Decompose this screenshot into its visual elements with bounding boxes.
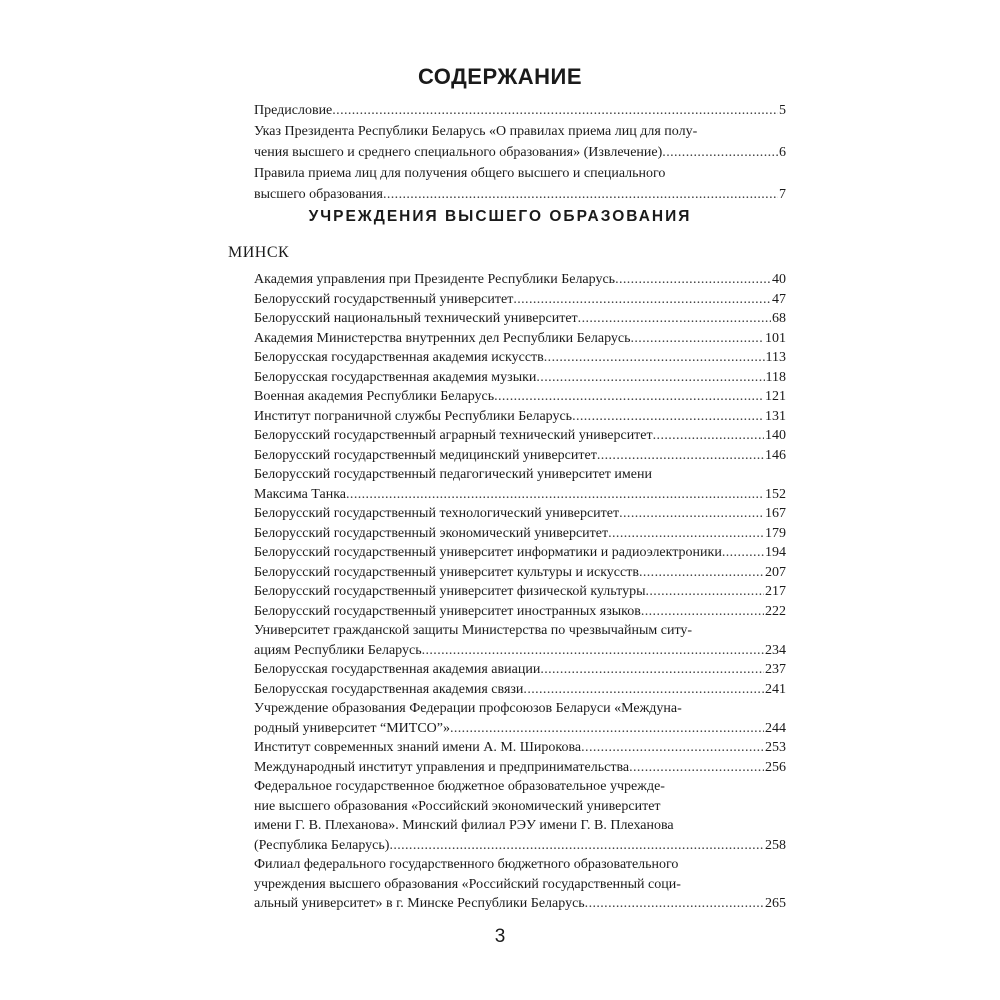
dot-leader xyxy=(639,563,764,583)
toc-page-number: 6 xyxy=(779,145,786,160)
toc-entry-text: Правила приема лиц для получения общего высшего и специального xyxy=(254,166,666,181)
toc-page-number: 118 xyxy=(765,369,786,385)
toc-entry xyxy=(254,387,786,407)
toc-entry-text: ние высшего образования «Российский экономический университет xyxy=(254,798,661,814)
toc-entry-text: Военная академия Республики Беларусь xyxy=(254,389,495,404)
toc-entry xyxy=(254,329,786,349)
toc-entry-text: Белорусская государственная академия связи xyxy=(254,681,524,697)
toc-entry-text: Белорусский государственный экономический университет xyxy=(254,525,609,541)
dot-leader xyxy=(422,641,764,661)
toc-entry xyxy=(254,777,786,855)
dot-leader xyxy=(722,543,764,563)
dot-leader xyxy=(646,582,765,602)
toc-entry-text: Белорусская государственная академия музыки xyxy=(254,369,537,385)
toc-entry-text: Институт пограничной службы Республики Беларусь xyxy=(254,408,573,424)
toc-page-number: 258 xyxy=(765,837,786,853)
page-number: 3 xyxy=(494,926,506,947)
dot-leader xyxy=(631,329,765,349)
toc-entry xyxy=(254,163,786,205)
toc-entry xyxy=(254,348,786,368)
institutions-toc-list xyxy=(254,270,786,914)
toc-page-number: 5 xyxy=(779,103,786,118)
dot-leader xyxy=(615,270,771,290)
toc-entry-text: Академия управления при Президенте Республики Беларусь xyxy=(254,272,616,287)
toc-page-number: 222 xyxy=(765,603,786,619)
dot-leader xyxy=(540,660,764,680)
toc-entry xyxy=(254,446,786,466)
toc-entry xyxy=(254,465,786,504)
toc-entry-text: Белорусский государственный университет культуры и искусств xyxy=(254,564,639,580)
toc-entry xyxy=(254,563,786,583)
toc-entry-text: Белорусский государственный медицинский университет xyxy=(254,447,597,463)
dot-leader xyxy=(619,504,764,524)
toc-entry xyxy=(254,290,786,310)
toc-entry-text: Университет гражданской защиты Министерства по чрезвычайным ситу- xyxy=(254,623,693,638)
toc-page-number: 68 xyxy=(772,311,786,326)
dot-leader xyxy=(629,758,764,778)
toc-entry-text: Филиал федерального государственного бюджетного образовательного xyxy=(254,857,679,872)
dot-leader xyxy=(585,894,764,914)
dot-leader xyxy=(513,290,771,310)
toc-page-number: 217 xyxy=(765,584,786,599)
toc-entry xyxy=(254,855,786,914)
toc-entry xyxy=(254,621,786,660)
toc-page-number: 152 xyxy=(765,486,786,502)
toc-page-number: 179 xyxy=(765,525,786,541)
toc-entry-text: Указ Президента Республики Беларусь «О правилах приема лиц для полу- xyxy=(254,124,698,139)
toc-entry xyxy=(254,660,786,680)
toc-entry-text: Белорусская государственная академия искусств xyxy=(254,350,544,365)
toc-page-number: 131 xyxy=(765,408,786,424)
toc-page-number: 194 xyxy=(765,545,786,560)
toc-entry-text: Академия Министерства внутренних дел Республики Беларусь xyxy=(254,330,631,346)
toc-entry-text: Белорусский государственный университет физической культуры xyxy=(254,584,646,599)
dot-leader xyxy=(641,602,764,622)
toc-entry-text: Федеральное государственное бюджетное образовательное учрежде- xyxy=(254,779,665,794)
dot-leader xyxy=(578,309,771,329)
toc-page-number: 241 xyxy=(765,681,786,697)
dot-leader xyxy=(523,680,764,700)
toc-entry-text: родный университет “МИТСО”» xyxy=(254,720,450,736)
toc-page-number: 237 xyxy=(765,662,786,677)
toc-page-number: 244 xyxy=(765,720,786,736)
toc-entry-text: альный университет» в г. Минске Республики Беларусь xyxy=(254,896,585,911)
toc-entry-text: учреждения высшего образования «Российский государственный соци- xyxy=(254,876,681,892)
toc-entry xyxy=(254,524,786,544)
section-title: УЧРЕЖДЕНИЯ ВЫСШЕГО ОБРАЗОВАНИЯ xyxy=(308,208,692,225)
toc-entry xyxy=(254,602,786,622)
dot-leader xyxy=(608,524,764,544)
toc-page-number: 40 xyxy=(772,272,786,287)
dot-leader xyxy=(494,387,764,407)
toc-entry xyxy=(254,100,786,121)
toc-entry-text: Белорусский государственный университет иностранных языков xyxy=(254,603,641,619)
toc-entry xyxy=(254,121,786,163)
toc-entry-text: Институт современных знаний имени А. М. Широкова xyxy=(254,740,582,755)
toc-entry-text: Учреждение образования Федерации профсоюзов Беларуси «Междуна- xyxy=(254,701,682,716)
toc-page-number: 7 xyxy=(779,187,786,202)
toc-entry-text: ациям Республики Беларусь xyxy=(254,642,422,658)
toc-page-number: 113 xyxy=(765,350,786,365)
toc-entry-text: Белорусский государственный аграрный технический университет xyxy=(254,428,653,443)
toc-entry xyxy=(254,270,786,290)
dot-leader xyxy=(536,368,764,388)
toc-page-number: 101 xyxy=(765,330,786,346)
toc-entry-text: Максима Танка xyxy=(254,486,347,502)
preface-toc-list xyxy=(254,100,786,205)
toc-page-number: 207 xyxy=(765,564,786,580)
toc-entry-text: Международный институт управления и предпринимательства xyxy=(254,759,630,775)
toc-entry-text: имени Г. В. Плеханова». Минский филиал РЭУ имени Г. В. Плеханова xyxy=(254,818,674,833)
dot-leader xyxy=(572,407,764,427)
toc-entry xyxy=(254,504,786,524)
toc-entry xyxy=(254,582,786,602)
toc-entry-text: Белорусская государственная академия авиации xyxy=(254,662,541,677)
toc-page-number: 253 xyxy=(765,740,786,755)
toc-entry xyxy=(254,368,786,388)
toc-page-number: 146 xyxy=(765,447,786,463)
toc-page-number: 47 xyxy=(772,291,786,307)
toc-page-number: 167 xyxy=(765,506,786,521)
toc-entry xyxy=(254,407,786,427)
toc-entry xyxy=(254,699,786,738)
toc-entry-text: Белорусский государственный университет информатики и радиоэлектроники xyxy=(254,545,722,560)
dot-leader xyxy=(389,836,764,856)
dot-leader xyxy=(383,184,778,205)
toc-entry xyxy=(254,758,786,778)
toc-page-number: 265 xyxy=(765,896,786,911)
toc-page-number: 256 xyxy=(765,759,786,775)
toc-entry-text: Белорусский государственный технологический университет xyxy=(254,506,620,521)
toc-page-number: 234 xyxy=(765,642,786,658)
dot-leader xyxy=(581,738,764,758)
toc-page-number: 140 xyxy=(765,428,786,443)
toc-page-number: 121 xyxy=(765,389,786,404)
toc-entry-text: Белорусский национальный технический университет xyxy=(254,311,578,326)
dot-leader xyxy=(346,485,764,505)
page-title: СОДЕРЖАНИЕ xyxy=(417,64,583,89)
dot-leader xyxy=(662,142,778,163)
toc-entry xyxy=(254,426,786,446)
dot-leader xyxy=(653,426,764,446)
dot-leader xyxy=(544,348,765,368)
toc-entry-text: (Республика Беларусь) xyxy=(254,837,390,853)
dot-leader xyxy=(450,719,764,739)
toc-entry xyxy=(254,680,786,700)
toc-entry xyxy=(254,309,786,329)
toc-entry-text: Белорусский государственный педагогический университет имени xyxy=(254,467,652,482)
dot-leader xyxy=(597,446,764,466)
toc-entry xyxy=(254,543,786,563)
dot-leader xyxy=(332,100,778,121)
toc-entry-text: высшего образования xyxy=(254,187,383,202)
toc-entry-text: Белорусский государственный университет xyxy=(254,291,514,307)
toc-entry-text: Предисловие xyxy=(254,103,333,118)
toc-entry xyxy=(254,738,786,758)
city-heading: МИНСК xyxy=(228,244,290,261)
toc-entry-text: чения высшего и среднего специального образования» (Извлечение) xyxy=(254,145,663,160)
